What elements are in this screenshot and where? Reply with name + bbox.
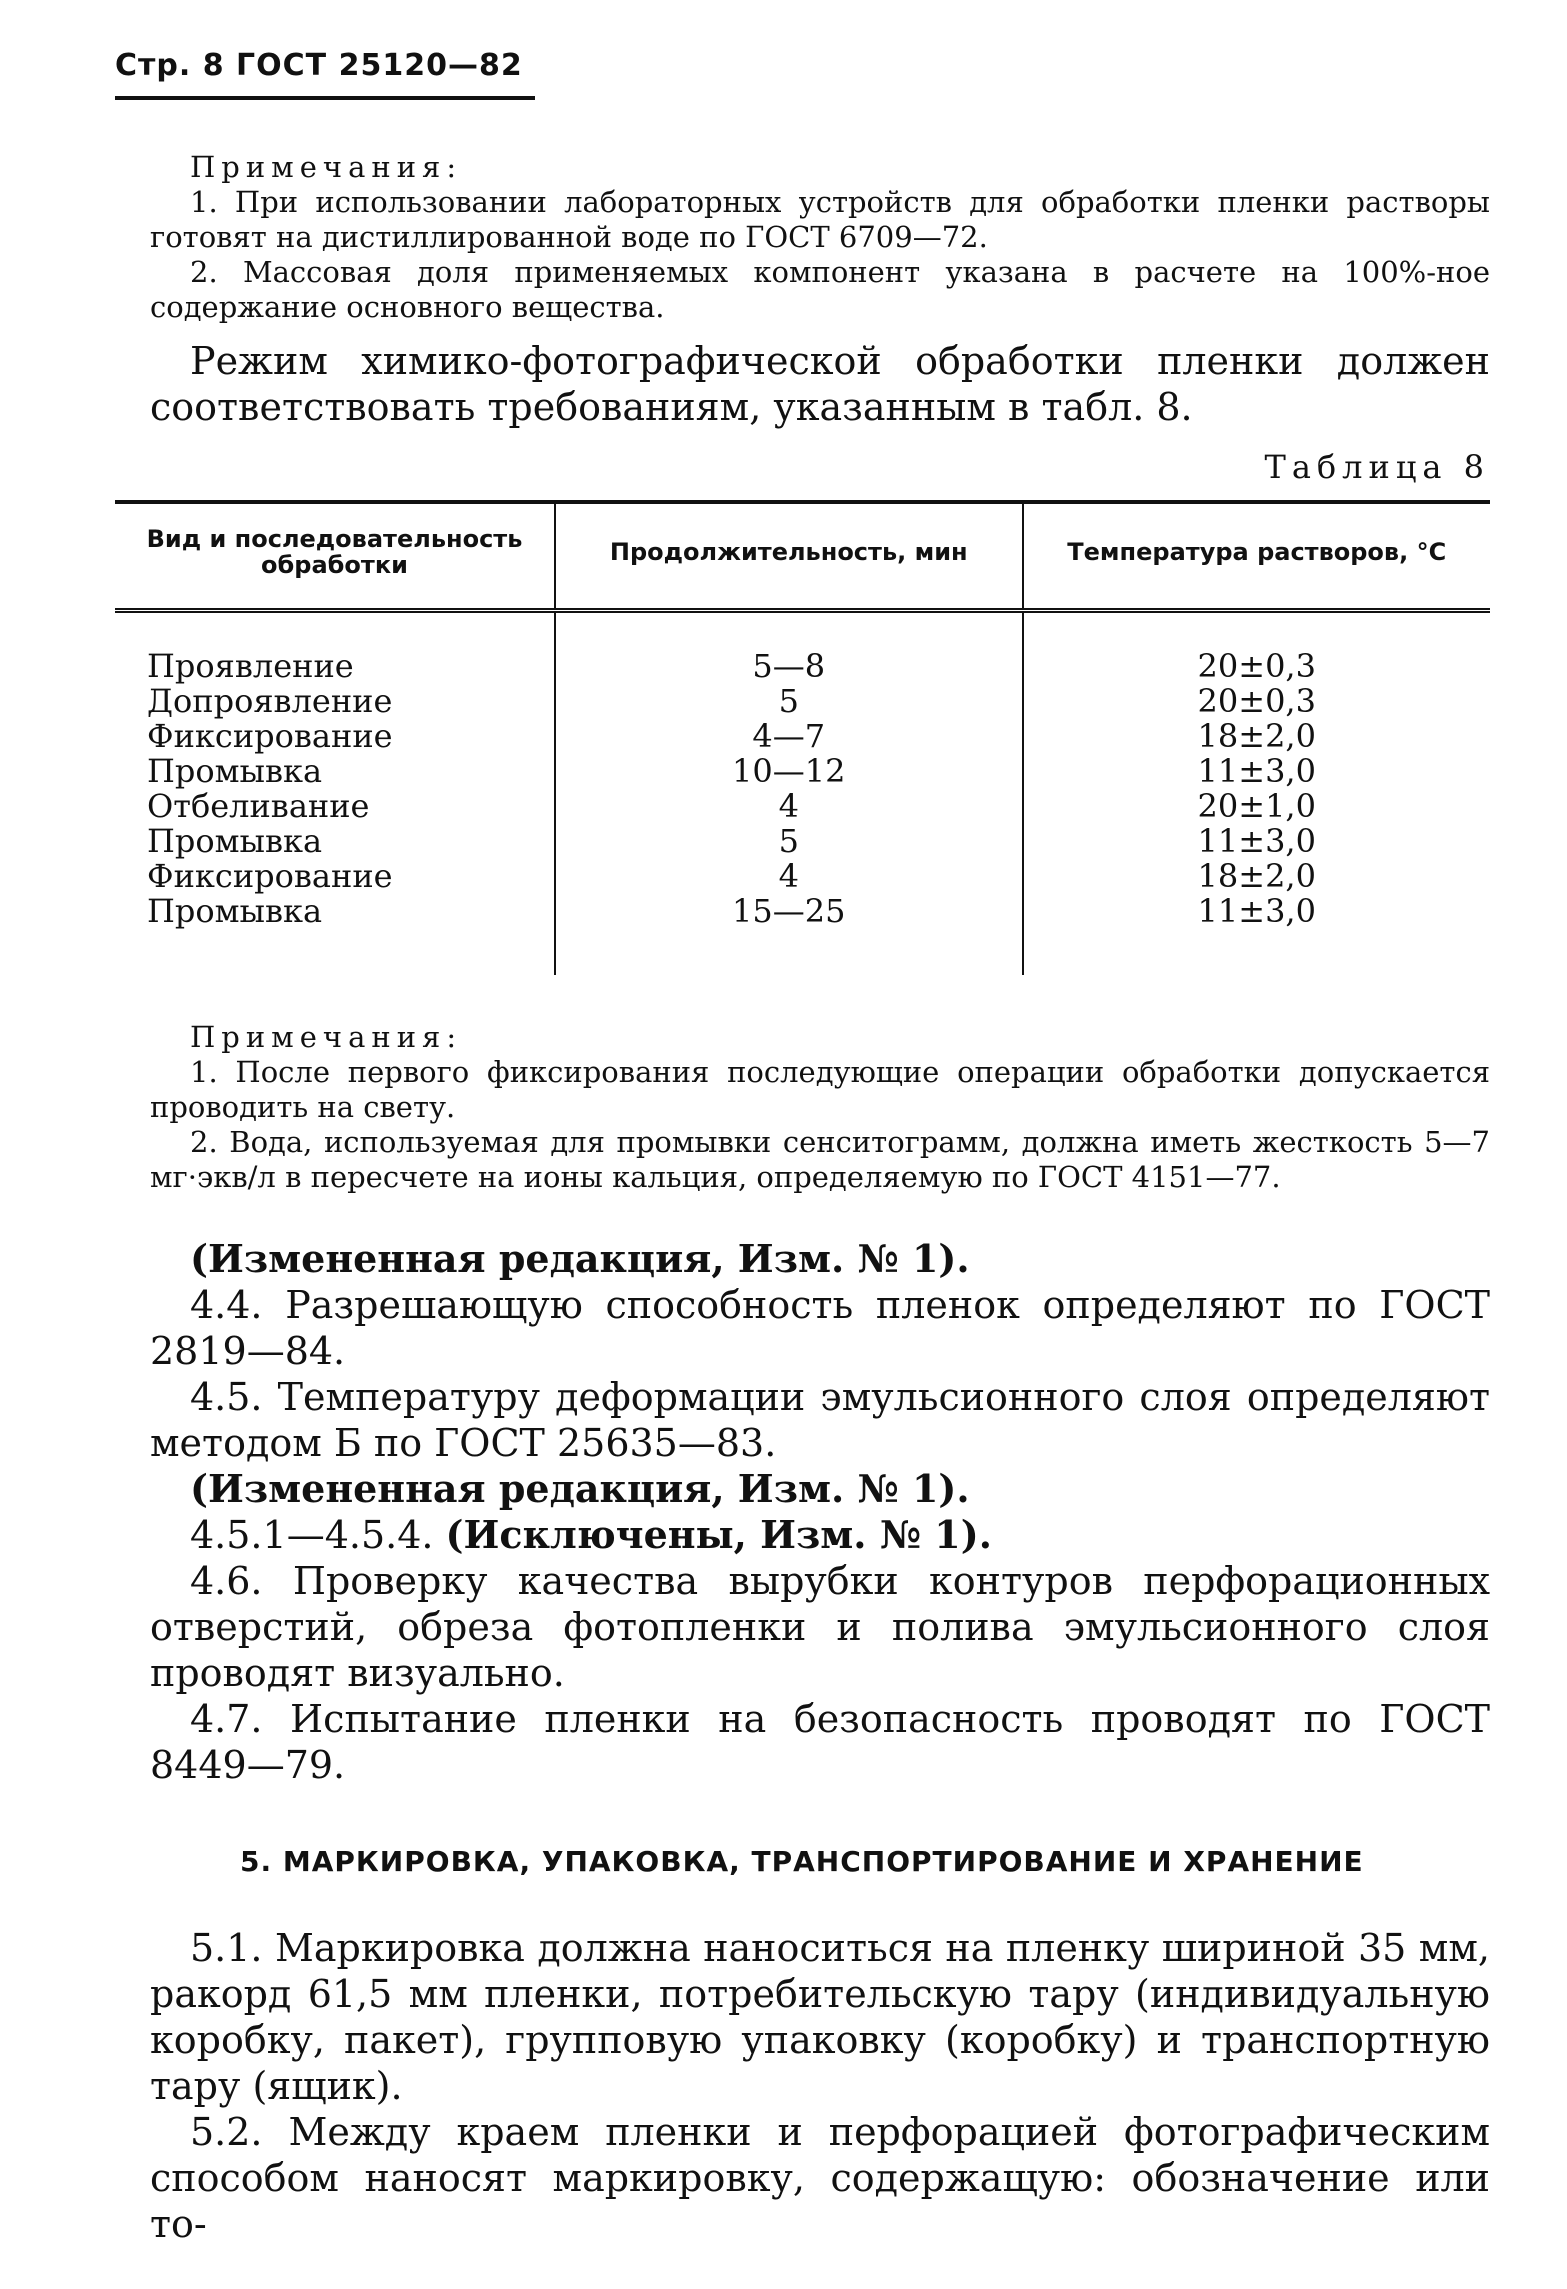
section-5-heading: 5. МАРКИРОВКА, УПАКОВКА, ТРАНСПОРТИРОВАНИЕ И ХРАНЕНИЕ — [240, 1845, 1364, 1878]
amendment-note-1: (Измененная редакция, Изм. № 1). — [190, 1236, 970, 1281]
processing-table — [115, 500, 1490, 975]
table-row — [115, 611, 1490, 685]
cell-process: Промывка — [147, 822, 323, 860]
cell-process: Промывка — [147, 892, 323, 930]
cell-process: Отбеливание — [147, 787, 370, 825]
cell-process: Фиксирование — [147, 857, 393, 895]
cell-temperature: 20±0,3 — [1023, 684, 1491, 719]
cell-duration: 5 — [555, 684, 1023, 719]
cell-temperature: 20±1,0 — [1023, 789, 1491, 824]
notes-title-1: Примечания: — [190, 150, 463, 184]
cell-duration: 4—7 — [555, 719, 1023, 754]
table-row — [115, 894, 1490, 975]
cell-duration: 5—8 — [555, 611, 1023, 685]
paragraph-4-5-1 — [150, 1512, 1490, 1558]
cell-duration: 4 — [555, 789, 1023, 824]
note-1-2: 2. Массовая доля применяемых компонент указана в расчете на 100%-ное содержание основного вещества. — [150, 255, 1490, 324]
cell-temperature: 11±3,0 — [1023, 754, 1491, 789]
table-caption: Таблица 8 — [1264, 448, 1490, 486]
cell-temperature: 20±0,3 — [1023, 611, 1491, 685]
intro-block — [150, 338, 1490, 430]
paragraph-4-4: 4.4. Разрешающую способность пленок определяют по ГОСТ 2819—84. — [150, 1283, 1490, 1373]
paragraph-4-5: 4.5. Температуру деформации эмульсионного слоя определяют методом Б по ГОСТ 25635—83. — [150, 1375, 1490, 1465]
note-1-1: 1. При использовании лабораторных устройств для обработки пленки растворы готовят на дистиллированной воде по ГОСТ 6709—72. — [150, 185, 1490, 254]
header-temperature: Температура растворов, °С — [1023, 502, 1491, 611]
cell-temperature: 11±3,0 — [1023, 894, 1491, 975]
cell-temperature: 18±2,0 — [1023, 719, 1491, 754]
paragraph-5-1: 5.1. Маркировка должна наноситься на пленку шириной 35 мм, ракорд 61,5 мм пленки, потребительскую тару (индивидуальную коробку, пакет), групповую упаковку (коробку) и транспортную тару (ящик). — [150, 1926, 1490, 2108]
cell-duration: 5 — [555, 824, 1023, 859]
intro-paragraph: Режим химико-фотографической обработки пленки должен соответствовать требованиям, указанным в табл. 8. — [150, 339, 1490, 429]
table-header-row — [115, 502, 1490, 611]
table-row — [115, 684, 1490, 719]
cell-temperature: 18±2,0 — [1023, 859, 1491, 894]
cell-duration: 4 — [555, 859, 1023, 894]
cell-process: Промывка — [147, 752, 323, 790]
cell-process: Допроявление — [147, 682, 393, 720]
table-row — [115, 789, 1490, 824]
notes-block-2 — [150, 1020, 1490, 1195]
note-2-1: 1. После первого фиксирования последующие операции обработки допускается проводить на свету. — [150, 1055, 1490, 1124]
cell-duration: 10—12 — [555, 754, 1023, 789]
paragraph-4-5-1-number: 4.5.1—4.5.4. — [190, 1513, 446, 1557]
cell-process: Проявление — [147, 647, 354, 685]
paragraph-4-6: 4.6. Проверку качества вырубки контуров перфорационных отверстий, обреза фотопленки и полива эмульсионного слоя проводят визуально. — [150, 1559, 1490, 1695]
table-row — [115, 824, 1490, 859]
table-row — [115, 719, 1490, 754]
notes-block-1 — [150, 150, 1490, 325]
paragraph-4-5-1-excluded: (Исключены, Изм. № 1). — [445, 1512, 992, 1557]
header-rule — [115, 96, 535, 100]
cell-temperature: 11±3,0 — [1023, 824, 1491, 859]
body-block — [150, 1236, 1490, 1788]
page-header: Стр. 8 ГОСТ 25120—82 — [115, 48, 523, 83]
section-5-body — [150, 1925, 1490, 2247]
amendment-note-2: (Измененная редакция, Изм. № 1). — [190, 1466, 970, 1511]
notes-title-2: Примечания: — [190, 1020, 463, 1054]
header-duration: Продолжительность, мин — [555, 502, 1023, 611]
cell-duration: 15—25 — [555, 894, 1023, 975]
paragraph-4-7: 4.7. Испытание пленки на безопасность проводят по ГОСТ 8449—79. — [150, 1697, 1490, 1787]
cell-process: Фиксирование — [147, 717, 393, 755]
paragraph-5-2: 5.2. Между краем пленки и перфорацией фотографическим способом наносят маркировку, содержащую: обозначение или то- — [150, 2110, 1490, 2246]
table-row — [115, 754, 1490, 789]
note-2-2: 2. Вода, используемая для промывки сенситограмм, должна иметь жесткость 5—7 мг·экв/л в пересчете на ионы кальция, определяемую по ГОСТ 4151—77. — [150, 1125, 1490, 1194]
header-process: Вид и последовательность обработки — [115, 502, 555, 611]
table-row — [115, 859, 1490, 894]
